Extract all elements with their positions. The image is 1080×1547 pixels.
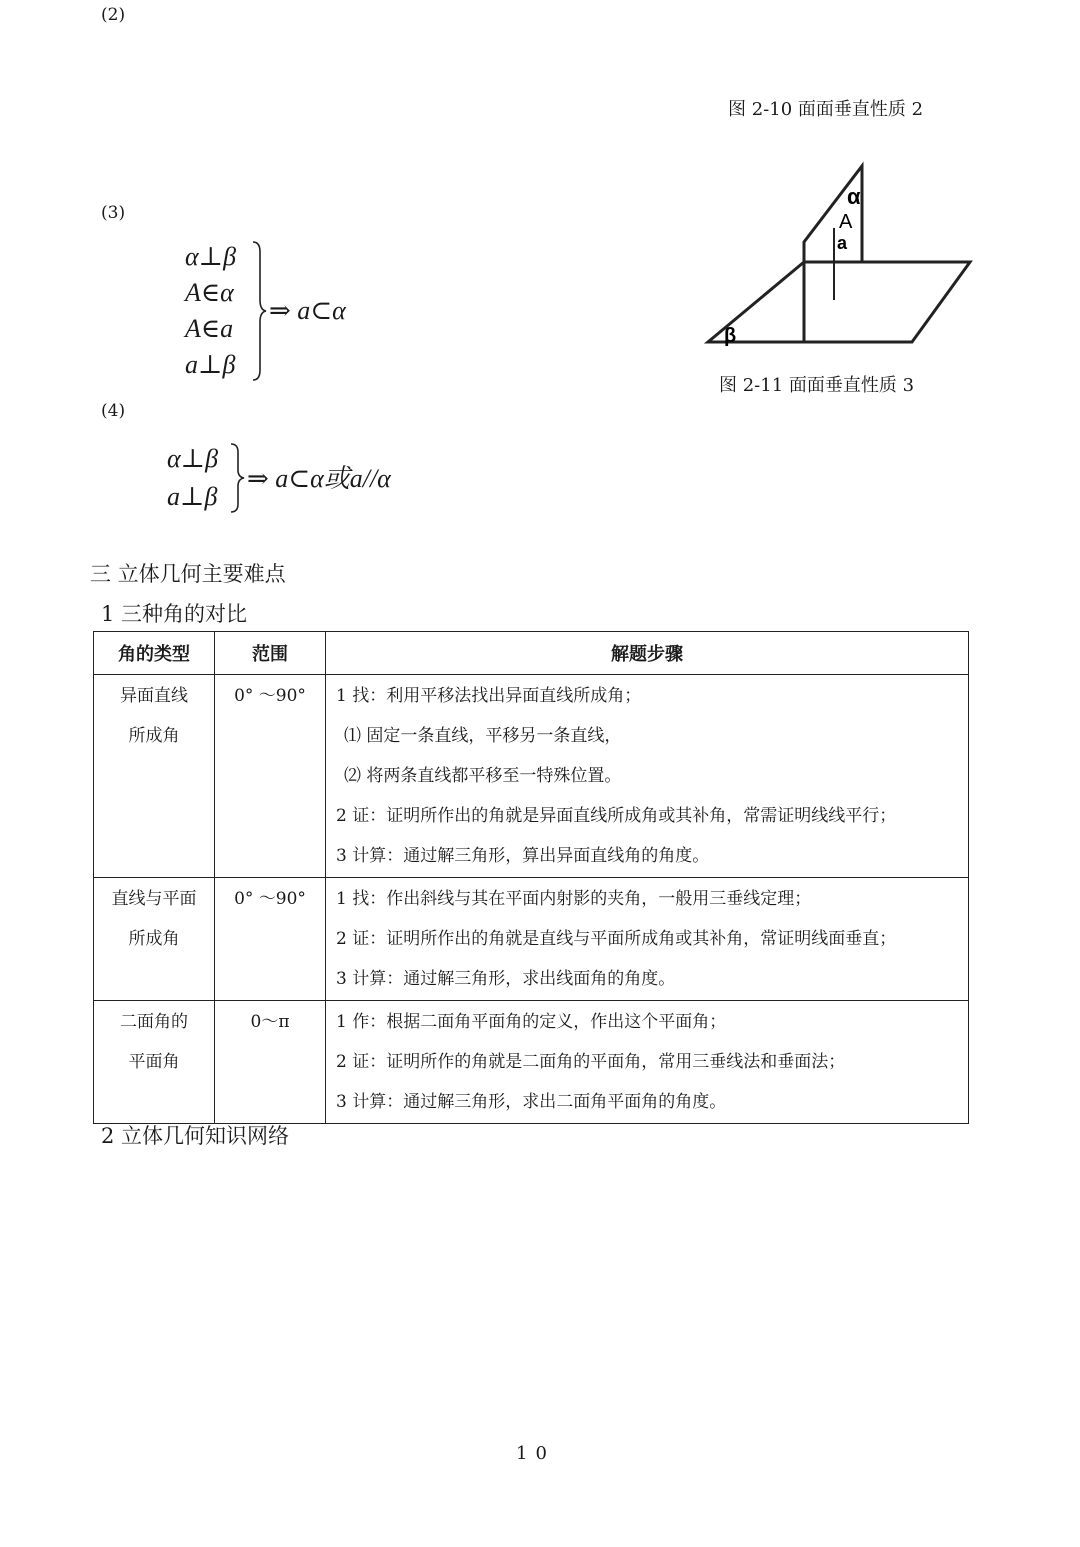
angle-type-cell xyxy=(94,878,215,1001)
item-4-label: (4) xyxy=(101,401,126,421)
right-brace-icon xyxy=(251,240,267,382)
page-number: 10 xyxy=(516,1443,555,1464)
range-cell: 0° ～90° xyxy=(215,878,326,1001)
figure-2-11-caption: 图 2-11 面面垂直性质 3 xyxy=(719,375,915,396)
plane-beta-left-edge xyxy=(708,262,804,342)
formula-result: ⇒ a⊂α或a//α xyxy=(247,464,391,493)
table-header-row xyxy=(94,632,969,675)
angle-type-cell xyxy=(94,675,215,878)
angle-type-cell xyxy=(94,1001,215,1124)
step-line: ⑵ 将两条直线都平移至一特殊位置。 xyxy=(344,766,622,786)
step-line: 2 证：证明所作出的角就是异面直线所成角或其补角，常需证明线线平行； xyxy=(336,806,897,826)
formula-line: α⊥β xyxy=(167,444,219,473)
step-line: 3 计算：通过解三角形，算出异面直线角的角度。 xyxy=(336,846,710,866)
step-line: ⑴ 固定一条直线，平移另一条直线， xyxy=(344,726,622,746)
column-header-type: 角的类型 xyxy=(94,632,215,675)
angle-type-line: 平面角 xyxy=(128,1052,180,1072)
angle-type-line: 异面直线 xyxy=(120,686,188,706)
formula-line: A∈a xyxy=(185,314,234,343)
angle-comparison-table xyxy=(93,631,969,1124)
step-line: 3 计算：通过解三角形，求出线面角的角度。 xyxy=(336,969,676,989)
subsection-1-title: 1 三种角的对比 xyxy=(101,602,248,626)
item-3-label: (3) xyxy=(101,203,126,223)
range-cell: 0° ～90° xyxy=(215,675,326,878)
formula-line: α⊥β xyxy=(185,242,237,271)
plane-beta-right-edge xyxy=(804,262,970,342)
step-line: 1 找：利用平移法找出异面直线所成角； xyxy=(336,686,642,706)
beta-label: β xyxy=(724,325,737,347)
formula-line: a⊥β xyxy=(167,482,218,511)
table-row xyxy=(94,878,969,1001)
right-brace-icon xyxy=(229,442,245,514)
figure-2-11-diagram xyxy=(700,158,980,350)
line-a-label: a xyxy=(837,233,848,253)
formula-4 xyxy=(167,442,427,517)
formula-3 xyxy=(185,240,385,385)
steps-cell xyxy=(326,1001,969,1124)
point-A-label: A xyxy=(839,211,853,233)
angle-type-line: 直线与平面 xyxy=(111,889,197,909)
step-line: 2 证：证明所作的角就是二面角的平面角，常用三垂线法和垂面法； xyxy=(336,1052,846,1072)
section-title: 三 立体几何主要难点 xyxy=(90,562,286,586)
table-row xyxy=(94,1001,969,1124)
alpha-label: α xyxy=(847,184,861,209)
steps-cell xyxy=(326,675,969,878)
formula-line: A∈α xyxy=(185,278,234,307)
table-row xyxy=(94,675,969,878)
angle-type-line: 所成角 xyxy=(128,726,180,746)
step-line: 2 证：证明所作出的角就是直线与平面所成角或其补角，常证明线面垂直； xyxy=(336,929,897,949)
figure-2-10-caption: 图 2-10 面面垂直性质 2 xyxy=(728,99,924,120)
step-line: 3 计算：通过解三角形，求出二面角平面角的角度。 xyxy=(336,1092,727,1112)
formula-line: a⊥β xyxy=(185,350,236,379)
steps-cell xyxy=(326,878,969,1001)
angle-type-line: 二面角的 xyxy=(120,1012,188,1032)
angle-type-line: 所成角 xyxy=(128,929,180,949)
subsection-2-title: 2 立体几何知识网络 xyxy=(101,1124,290,1148)
column-header-steps: 解题步骤 xyxy=(326,632,969,675)
step-line: 1 找：作出斜线与其在平面内射影的夹角，一般用三垂线定理； xyxy=(336,889,812,909)
formula-result: ⇒ a⊂α xyxy=(269,296,346,325)
range-cell: 0～π xyxy=(215,1001,326,1124)
column-header-range: 范围 xyxy=(215,632,326,675)
step-line: 1 作：根据二面角平面角的定义，作出这个平面角； xyxy=(336,1012,727,1032)
item-2-label: (2) xyxy=(101,5,126,25)
